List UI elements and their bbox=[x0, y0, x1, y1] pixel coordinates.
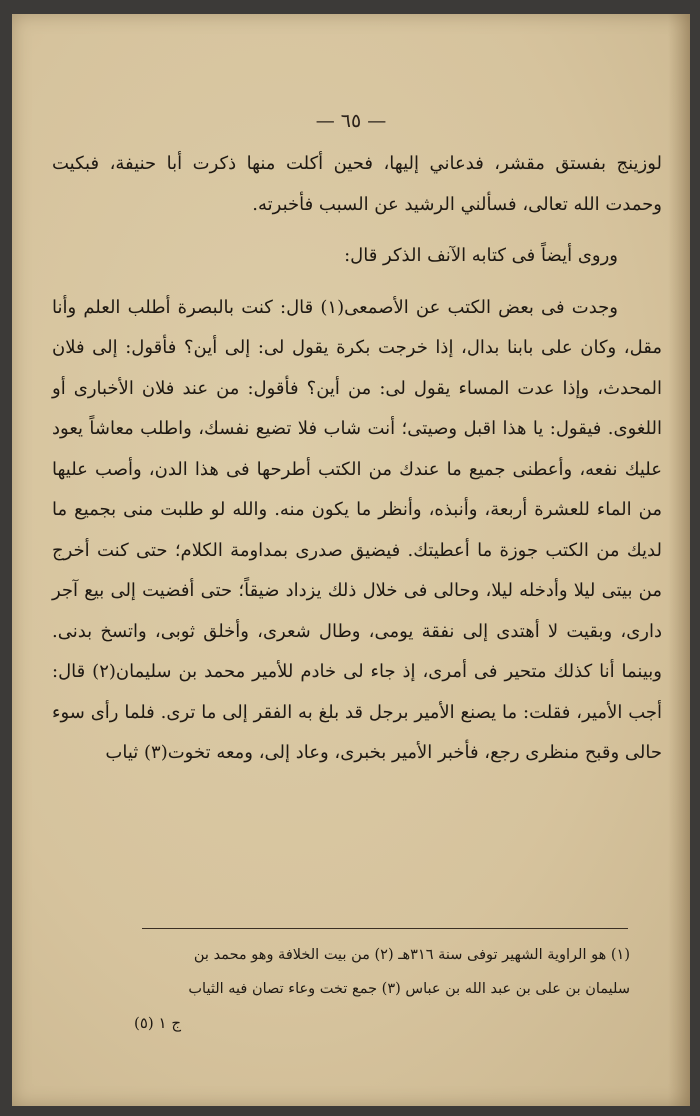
signature-mark: ج ١ (٥) bbox=[134, 1014, 182, 1032]
main-text bbox=[52, 144, 662, 774]
paragraph-1: لوزينج بفستق مقشر، فدعاني إليها، فحين أكلت منها ذكرت أبا حنيفة، فبكيت وحمدت الله تعالى، فسألني الرشيد عن السبب فأخبرته. bbox=[52, 153, 662, 215]
paragraph-3: وجدت فى بعض الكتب عن الأصمعى(١) قال: كنت بالبصرة أطلب العلم وأنا مقل، وكان على بابنا بدال، إذا خرجت بكرة يقول لى: إلى أين؟ فأقول: إلى فلان المحدث، وإذا عدت المساء يقول لى: من أين؟ فأقول: من عند فلان الأخبارى أو اللغوى. فيقول: يا هذا اقبل وصيتى؛ أنت شاب فلا تضيع نفسك، واطلب معاشاً يعود عليك نفعه، وأعطنى جميع ما عندك من الكتب أطرحها فى هذا الدن، وأصب عليها من الماء للعشرة أربعة، وأنبذه، وأنظر ما يكون منه. والله لو طلبت منى بجميع ما لديك من الكتب جوزة ما أعطيتك. فيضيق صدرى بمداومة الكلام؛ حتى كنت أخرج من بيتى ليلا وأدخله ليلا، وحالى فى خلال ذلك يزداد ضيقاً؛ حتى أفضيت إلى بيع آجر دارى، وبقيت لا أهتدى إلى نفقة يومى، وطال شعرى، وأخلق ثوبى، واتسخ بدنى. وبينما أنا كذلك متحير فى أمرى، إذ جاء لى خادم للأمير محمد بن سليمان(٢) قال: أجب الأمير، فقلت: ما يصنع الأمير برجل قد بلغ به الفقر إلى ما ترى. فلما رأى سوء حالى وقبح منظرى رجع، فأخبر الأمير بخبرى، وعاد إلى، ومعه تخوت(٣) ثياب bbox=[52, 296, 663, 763]
page-spine-shadow bbox=[668, 14, 690, 1106]
footnotes bbox=[82, 938, 630, 1006]
book-page bbox=[12, 14, 690, 1106]
page-number: — ٦٥ — bbox=[315, 110, 387, 132]
footnote-line-1: (١) هو الراوية الشهير توفى سنة ٣١٦هـ (٢) من بيت الخلافة وهو محمد بن bbox=[193, 947, 630, 963]
paragraph-2: وروى أيضاً فى كتابه الآنف الذكر قال: bbox=[344, 245, 618, 266]
footnote-divider bbox=[142, 928, 628, 929]
footnote-line-2: سليمان بن على بن عبد الله بن عباس (٣) جمع تخت وعاء تصان فيه الثياب bbox=[188, 981, 630, 997]
